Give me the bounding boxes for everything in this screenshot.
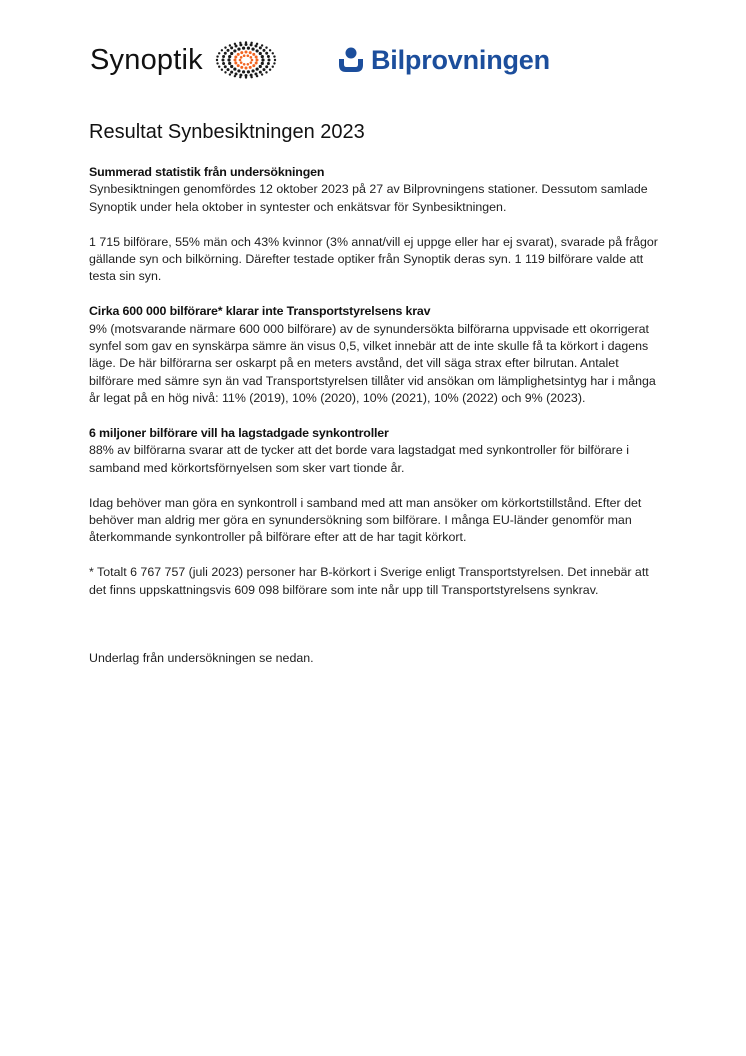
logo-dot — [251, 47, 254, 50]
logo-dot — [240, 51, 243, 54]
logo-dot — [273, 55, 275, 57]
paragraph: Synbesiktningen genomfördes 12 oktober 2023 på 27 av Bilprovningens stationer. Dessutom samlade Synoptik under hela oktober in syntester och enkätsvar för Synbesiktningen. — [89, 182, 648, 214]
section-heading: 6 miljoner bilförare vill ha lagstadgade synkontroller — [89, 426, 389, 441]
logo-dot — [233, 67, 236, 70]
logo-dot — [259, 52, 262, 55]
logo-dot — [271, 66, 273, 68]
logo-dot — [256, 75, 258, 77]
logo-dot — [216, 62, 218, 64]
logo-dot — [255, 67, 258, 70]
logo-dot — [243, 54, 246, 57]
logo-dot — [265, 65, 268, 68]
logo-dot — [262, 49, 265, 52]
logo-bar — [90, 38, 590, 82]
logo-dot — [227, 58, 230, 61]
logo-dot — [261, 44, 263, 46]
logo-dot — [265, 52, 268, 55]
logo-dot — [234, 75, 236, 77]
logo-dot — [273, 62, 275, 64]
paragraph: Idag behöver man göra en synkontroll i samband med att man ansöker om körkortstillstånd. Efter det behöver man aldrig mer göra en synundersökning som bilförare. I många EU-länder genomför man återkommande synkontroller på bilförare efter att de har tagit körkort. — [89, 495, 642, 545]
logo-dot — [233, 59, 236, 62]
logo-dot — [229, 44, 231, 46]
logo-dot — [267, 55, 270, 58]
logo-dot — [226, 68, 229, 71]
logo-dot — [243, 63, 246, 66]
logo-dot — [255, 59, 258, 62]
footnote: * Totalt 6 767 757 (juli 2023) personer har B-körkort i Sverige enligt Transportstyrelsen. Det innebär att det finns uppskattningsvis 609 098 bilförare som inte når upp till Transportstyrelsens synkrav. — [89, 565, 649, 597]
logo-dot — [239, 42, 241, 44]
logo-dot — [262, 68, 265, 71]
footer-note: Underlag från undersökningen se nedan. — [89, 651, 314, 666]
logo-dot — [261, 55, 264, 58]
logo-dot — [245, 41, 247, 43]
logo-dot — [269, 69, 271, 71]
logo-dot — [224, 52, 227, 55]
document-title: Resultat Synbesiktningen 2023 — [89, 121, 365, 143]
logo-dot — [251, 59, 254, 62]
logo-dot — [265, 46, 267, 48]
logo-dot — [267, 59, 270, 62]
logo-dot — [224, 46, 226, 48]
logo-dot — [251, 69, 254, 72]
logo-dot — [255, 49, 258, 52]
logo-dot — [254, 55, 257, 58]
logo-dot — [247, 70, 250, 73]
logo-dot — [242, 70, 245, 73]
logo-dot — [222, 62, 225, 65]
logo-dot — [249, 56, 252, 59]
logo-dot — [228, 62, 231, 65]
logo-dot — [259, 65, 262, 68]
section-summary — [89, 164, 659, 286]
logo-dot — [228, 55, 231, 58]
section-heading: Summerad statistik från undersökningen — [89, 165, 325, 179]
logo-dot — [216, 55, 218, 57]
section-requirements — [89, 303, 659, 407]
logo-dot — [221, 69, 223, 71]
logo-dot — [229, 73, 231, 75]
logo-dot — [252, 64, 255, 67]
paragraph: 1 715 bilförare, 55% män och 43% kvinnor (3% annat/vill ej uppge eller har ej svarat), svarade på frågor gällande syn och bilkörning. Därefter testade optiker från Synoptik deras syn. 1 119 bilförare valde att testa sin syn. — [89, 234, 658, 284]
logo-dot — [249, 61, 252, 64]
logo-dot — [261, 58, 264, 61]
logo-dot — [230, 65, 233, 68]
logo-dot — [252, 53, 255, 56]
bilprovningen-person-icon — [337, 46, 365, 74]
logo-dot — [259, 71, 262, 74]
logo-dot — [239, 59, 242, 62]
logo-dot — [265, 71, 267, 73]
logo-dot — [240, 56, 243, 59]
logo-dot — [271, 52, 273, 54]
logo-dot — [250, 76, 252, 78]
logo-dot — [240, 66, 243, 69]
bilprovningen-wordmark: Bilprovningen — [371, 44, 550, 75]
paragraph: 9% (motsvarande närmare 600 000 bilförare) av de synundersökta bilförarna uppvisade ett okorrigerat synfel som gav en synskärpa sämre än visus 0,5, vilket innebär att de inte skulle få ta körkort i dagens läge. De här bilförarna ser oskarpt på en meters avstånd, det vill säga strax efter bilrutan. Antalet bilförare med sämre syn än vad Transportstyrelsen tillåter vid ansökan om lämplighetsintyg har i många år legat på en hög nivå: 11% (2019), 10% (2020), 10% (2021), 10% (2022) och 9% (2023). — [89, 321, 656, 406]
section-vision-checks — [89, 425, 659, 599]
logo-dot — [259, 46, 262, 49]
logo-dot — [250, 42, 252, 44]
logo-dot — [246, 54, 249, 57]
paragraph: 88% av bilförarna svarar att de tycker att det borde vara lagstadgat med synkontroller för bilförare i samband med körkortsförnyelsen som sker vart tionde år. — [89, 443, 629, 475]
synoptik-logo — [90, 38, 277, 82]
logo-dot — [237, 64, 240, 67]
logo-dot — [224, 71, 226, 73]
logo-dot — [221, 59, 224, 62]
logo-dot — [233, 49, 236, 52]
logo-dot — [249, 51, 252, 54]
logo-dot — [221, 49, 223, 51]
logo-dot — [244, 67, 247, 70]
logo-dot — [247, 47, 250, 50]
logo-dot — [216, 59, 218, 61]
document-body — [89, 120, 659, 685]
logo-dot — [269, 49, 271, 51]
logo-dot — [261, 62, 264, 65]
logo-dot — [254, 62, 257, 65]
logo-dot — [218, 52, 220, 54]
logo-dot — [240, 61, 243, 64]
logo-dot — [234, 43, 236, 45]
synoptik-wordmark: Synoptik — [90, 43, 203, 76]
logo-dot — [234, 62, 237, 65]
logo-dot — [244, 51, 247, 54]
section-heading: Cirka 600 000 bilförare* klarar inte Transportstyrelsens krav — [89, 304, 431, 319]
logo-dot — [239, 76, 241, 78]
logo-dot — [234, 55, 237, 58]
logo-dot — [218, 66, 220, 68]
synoptik-dotted-eye-icon — [215, 41, 277, 79]
logo-dot — [246, 63, 249, 66]
logo-dot — [267, 62, 270, 65]
logo-dot — [237, 69, 240, 72]
logo-dot — [237, 53, 240, 56]
logo-dot — [224, 65, 227, 68]
logo-dot — [230, 71, 233, 74]
logo-dot — [245, 76, 247, 78]
logo-dot — [222, 55, 225, 58]
spacer — [89, 616, 659, 650]
logo-dot — [274, 59, 276, 61]
logo-dot — [256, 43, 258, 45]
logo-dot — [242, 47, 245, 50]
logo-dot — [230, 46, 233, 49]
logo-dot — [237, 47, 240, 50]
bilprovningen-logo — [337, 38, 550, 82]
logo-dot — [226, 49, 229, 52]
logo-dot — [261, 73, 263, 75]
logo-dot — [249, 66, 252, 69]
logo-dot — [230, 52, 233, 55]
